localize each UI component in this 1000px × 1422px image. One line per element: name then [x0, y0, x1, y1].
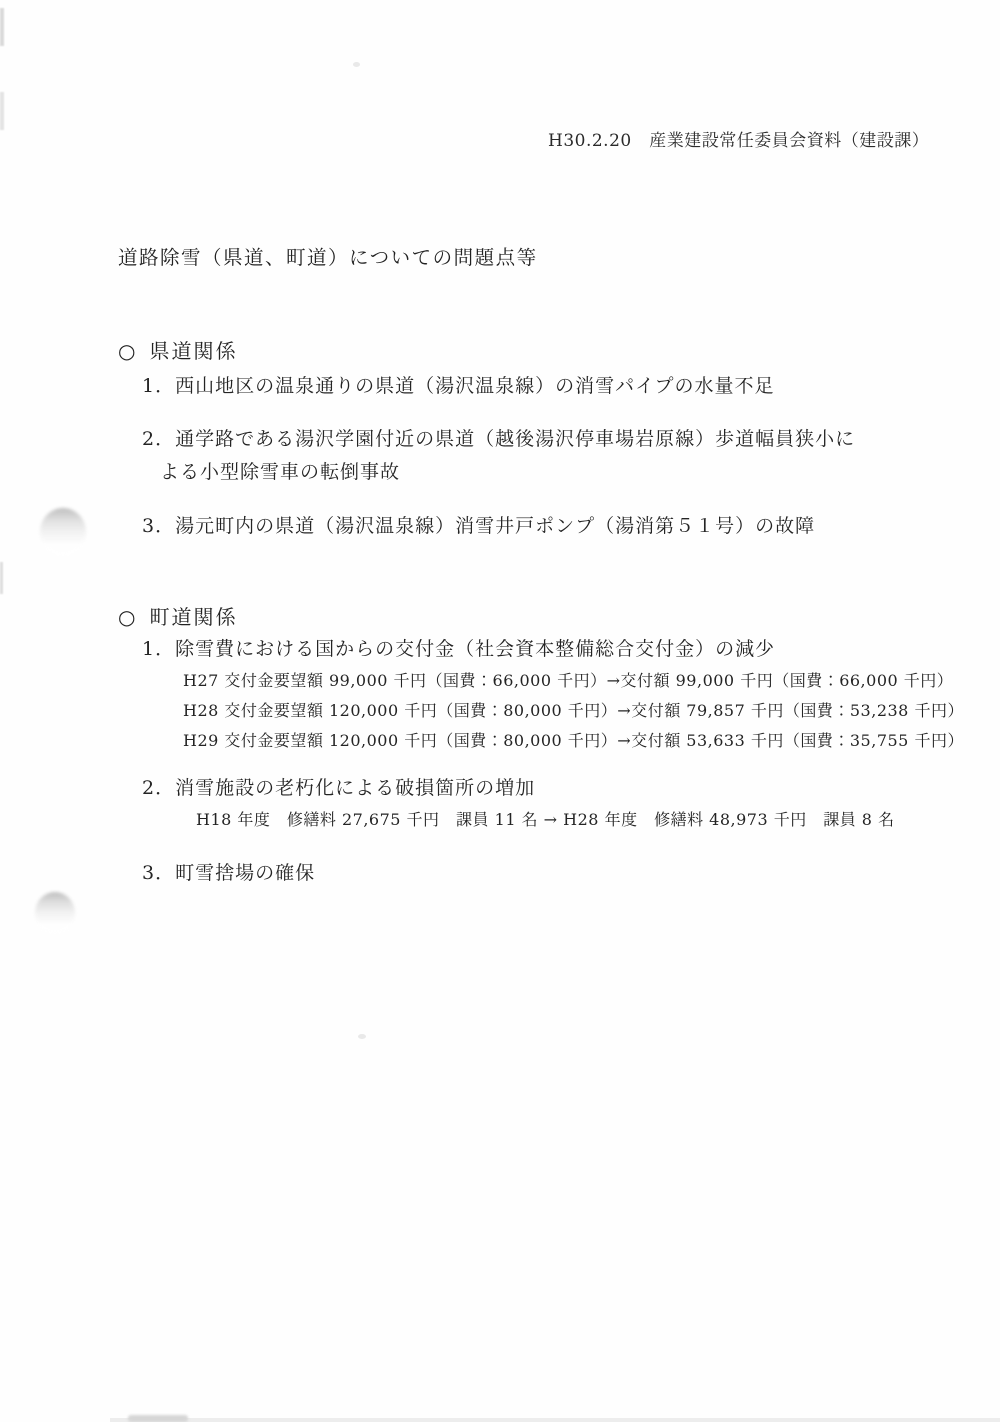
chodo-item-3: 3．町雪捨場の確保 [142, 862, 316, 884]
scan-edge-artifact [0, 562, 3, 594]
kendo-item-2-line-1: 2．通学路である湯沢学園付近の県道（越後湯沢停車場岩原線）歩道幅員狭小に [142, 428, 856, 450]
scan-speck [353, 62, 360, 67]
kendo-item-3: 3．湯元町内の県道（湯沢温泉線）消雪井戸ポンプ（湯消第５１号）の故障 [142, 515, 816, 537]
punch-hole-top [40, 508, 86, 556]
scan-speck [358, 1034, 366, 1039]
circle-marker-icon: ○ [118, 605, 138, 629]
scan-bottom-artifact [110, 1418, 1000, 1422]
scan-edge-artifact [0, 8, 4, 46]
chodo-item-2: 2．消雪施設の老朽化による破損箇所の増加 [142, 777, 536, 799]
kendo-item-1: 1．西山地区の温泉通りの県道（湯沢温泉線）の消雪パイプの水量不足 [142, 375, 775, 397]
scan-edge-artifact [0, 92, 4, 130]
circle-marker-icon: ○ [118, 339, 138, 363]
chodo-item-1-detail-h27: H27 交付金要望額 99,000 千円（国費：66,000 千円）→交付額 99,000 千円（国費：66,000 千円） [183, 671, 954, 690]
chodo-item-2-detail: H18 年度 修繕料 27,675 千円 課員 11 名 → H28 年度 修繕料 48,973 千円 課員 8 名 [196, 810, 895, 829]
document-header: H30.2.20 産業建設常任委員会資料（建設課） [548, 131, 930, 151]
chodo-item-1-detail-h29: H29 交付金要望額 120,000 千円（国費：80,000 千円）→交付額 53,633 千円（国費：35,755 千円） [183, 731, 964, 750]
chodo-item-1: 1．除雪費における国からの交付金（社会資本整備総合交付金）の減少 [142, 638, 776, 660]
section-heading-kendo [118, 341, 237, 361]
section-heading-chodo-label: 町道関係 [149, 605, 238, 629]
scan-bottom-smudge [128, 1415, 188, 1422]
kendo-item-2-line-2: よる小型除雪車の転倒事故 [160, 461, 401, 483]
document-title: 道路除雪（県道、町道）についての問題点等 [118, 246, 538, 269]
section-heading-kendo-label: 県道関係 [149, 339, 238, 363]
punch-hole-bottom [35, 892, 75, 934]
chodo-item-1-detail-h28: H28 交付金要望額 120,000 千円（国費：80,000 千円）→交付額 79,857 千円（国費：53,238 千円） [183, 701, 964, 720]
section-heading-chodo [118, 607, 237, 627]
